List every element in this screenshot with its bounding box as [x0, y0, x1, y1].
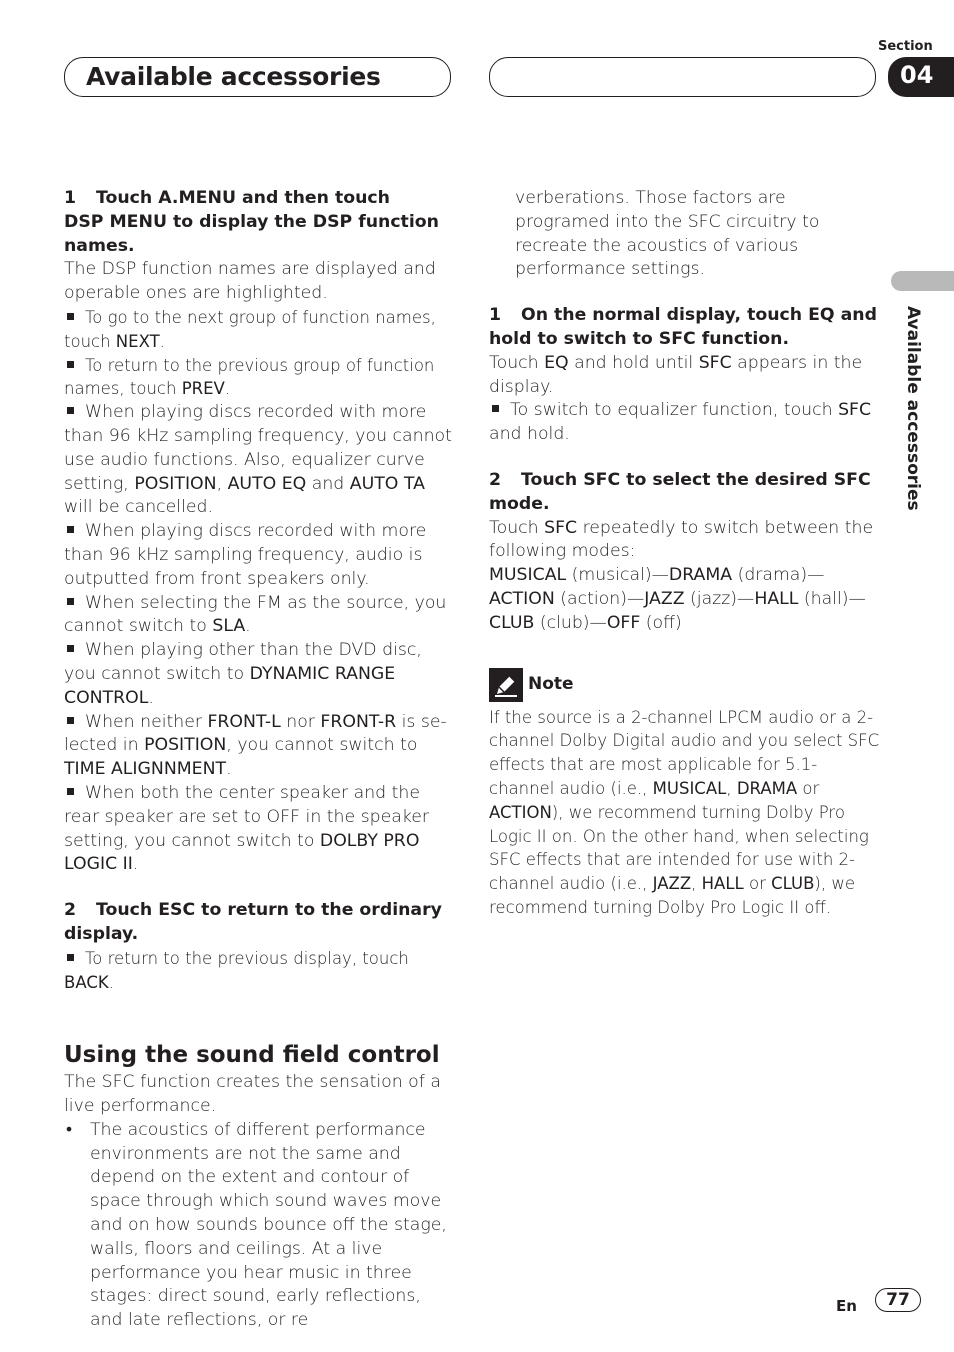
bullet-square-icon: [67, 598, 74, 605]
bullet-square-icon: [67, 361, 74, 368]
sfc-step-1-description: Touch EQ and hold until SFC appears in the display.: [489, 352, 863, 397]
note-item: When both the center speaker and the rear speaker are set to OFF in the speaker setting, you cannot switch to DOLBY PRO LOGIC II.: [64, 782, 429, 875]
note-item: To go to the next group of function names, touch NEXT.: [64, 307, 436, 351]
sfc-bullet-continued: verberations. Those factors are programed into the SFC circuitry to recreate the acoustics of various performance settings.: [515, 188, 820, 280]
note-label: Note: [528, 673, 574, 694]
note-text: If the source is a 2-channel LPCM audio or a 2-channel Dolby Digital audio and you select SFC effects that are most applicable for 5.1-channel audio (i.e., MUSICAL, DRAMA or ACTION), we recommend turning Dolby Pro Logic II on. On the other hand, when selecting SFC effects that are intended for use with 2-channel audio (i.e., JAZZ, HALL or CLUB), we recommend turning Dolby Pro Logic II off.: [489, 707, 880, 917]
bullet-square-icon: [67, 788, 74, 795]
sfc-step-2-description: Touch SFC repeatedly to switch between the following modes:: [489, 517, 874, 562]
title-pill: [64, 57, 451, 97]
sfc-intro: The SFC function creates the sensation of a live performance.: [64, 1072, 441, 1117]
note-header: [489, 668, 881, 702]
sfc-section-heading: Using the sound field control: [64, 1042, 440, 1069]
bullet-square-icon: [67, 717, 74, 724]
page-title: Available accessories: [86, 62, 381, 91]
bullet-square-icon: [67, 954, 74, 961]
note-item: To switch to equalizer function, touch SFC and hold.: [489, 400, 872, 445]
sfc-mode-list: MUSICAL (musical)—DRAMA (drama)—ACTION (action)—JAZZ (jazz)—HALL (hall)—CLUB (club)—OFF (off): [489, 565, 866, 633]
footer-language: En: [836, 1297, 857, 1315]
bullet-square-icon: [492, 405, 499, 412]
note-item: To return to the previous group of function names, touch PREV.: [64, 355, 435, 399]
note-item: To return to the previous display, touch BACK.: [64, 948, 409, 992]
header-right-pill: [489, 57, 876, 97]
section-number-badge: 04: [888, 57, 954, 97]
sfc-step-1-heading: 1 On the normal display, touch EQ and hold to switch to SFC function.: [489, 305, 877, 349]
bullet-square-icon: [67, 526, 74, 533]
pencil-note-icon: [489, 668, 523, 702]
bullet-square-icon: [67, 407, 74, 414]
note-item: When playing discs recorded with more than 96 kHz sampling frequency, you cannot use audio functions. Also, equalizer curve setting, POSITION, AUTO EQ and AUTO TA will be cancelled.: [64, 402, 452, 518]
sfc-bullet: • The acoustics of different performance environments are not the same and depend on the extent and contour of space through which sound waves move and on how sounds bounce off the stage, walls, floors and ceilings. At a live performance you hear music in three stages: direct sound, early reflections, and late reflections, or re: [66, 1119, 447, 1331]
note-item: When neither FRONT-L nor FRONT-R is selected in POSITION, you cannot switch to TIME ALIGNNMENT.: [64, 711, 447, 780]
side-tab-text: Available accessories: [903, 306, 923, 511]
page-number: 77: [875, 1288, 921, 1312]
note-item: When playing discs recorded with more than 96 kHz sampling frequency, audio is outputted from front speakers only.: [64, 521, 427, 589]
note-item: When playing other than the DVD disc, you cannot switch to DYNAMIC RANGE CONTROL.: [64, 640, 422, 708]
bullet-square-icon: [67, 313, 74, 320]
sfc-step-2-heading: 2 Touch SFC to select the desired SFC mode.: [489, 469, 871, 514]
note-item: When selecting the FM as the source, you cannot switch to SLA.: [64, 592, 447, 637]
step-1-heading: 1 Touch A.MENU and then touch DSP MENU to display the DSP function names.: [64, 188, 439, 256]
bullet-square-icon: [67, 645, 74, 652]
bullet-dot-icon: •: [66, 1119, 73, 1140]
step-1-description: The DSP function names are displayed and operable ones are highlighted.: [64, 259, 436, 304]
section-label: Section: [878, 39, 933, 54]
right-column: [489, 187, 881, 920]
side-tab-marker: [891, 271, 954, 291]
step-2-heading: 2 Touch ESC to return to the ordinary display.: [64, 900, 442, 944]
side-tab-label: [887, 306, 927, 526]
left-column: [64, 187, 456, 1333]
